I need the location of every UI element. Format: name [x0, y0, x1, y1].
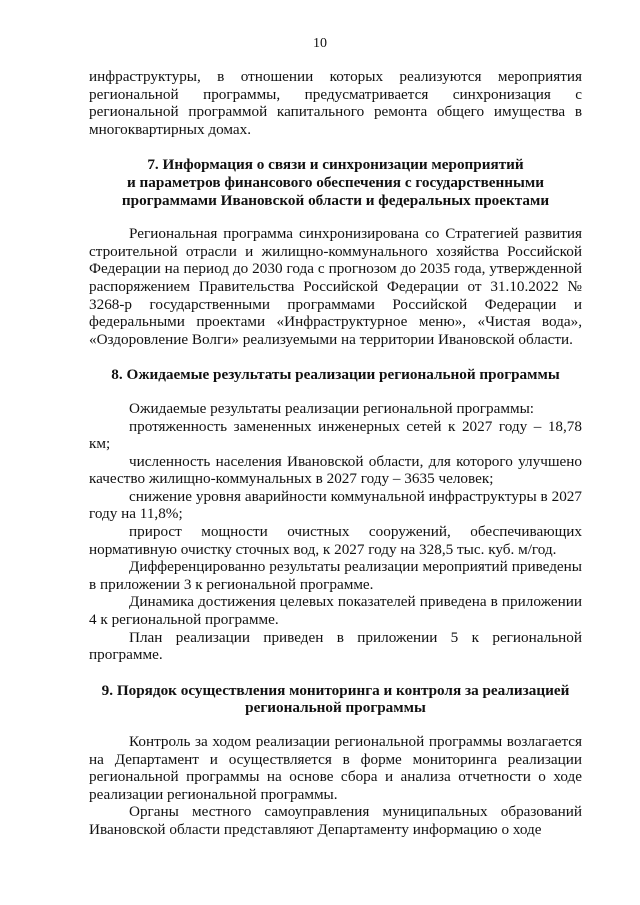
- section-7-heading: [89, 156, 582, 209]
- section-8-paragraph: Динамика достижения целевых показателей приведена в приложении 4 к региональной программе.: [89, 593, 582, 629]
- page-number: 10: [313, 36, 327, 51]
- section-7-paragraph: Региональная программа синхронизирована со Стратегией развития строительной отрасли и жилищно-коммунального хозяйства Российской Федерации на период до 2030 года с прогнозом до 2035 года, утвержденной распоряжением Правительства Российской Федерации от 31.10.2022 № 3268-р государственными программами Российской Федерации и федеральными проектами «Инфраструктурное меню», «Чистая вода», «Оздоровление Волги» реализуемыми на территории Ивановской области.: [89, 225, 582, 348]
- section-8-heading-line: 8. Ожидаемые результаты реализации региональной программы: [111, 366, 560, 384]
- intro-paragraph: инфраструктуры, в отношении которых реализуются мероприятия региональной программы, предусматривается синхронизация с региональной программой капитального ремонта общего имущества в многоквартирных домах.: [89, 68, 582, 138]
- section-8-paragraph: снижение уровня аварийности коммунальной инфраструктуры в 2027 году на 11,8%;: [89, 487, 582, 523]
- section-9-heading-line: 9. Порядок осуществления мониторинга и контроля за реализацией: [101, 681, 570, 699]
- section-8-paragraph: Ожидаемые результаты реализации региональной программы:: [129, 399, 534, 417]
- section-7-heading-line: 7. Информация о связи и синхронизации мероприятий: [147, 156, 524, 174]
- section-8-paragraph: План реализации приведен в приложении 5 к региональной программе.: [89, 628, 582, 664]
- page-body: [89, 68, 582, 839]
- section-8-paragraph: прирост мощности очистных сооружений, обеспечивающих нормативную очистку сточных вод, к 2027 году на 328,5 тыс. куб. м/год.: [89, 523, 582, 558]
- section-7-heading-line: программами Ивановской области и федеральных проектами: [121, 191, 550, 209]
- section-7-heading-line: и параметров финансового обеспечения с государственными: [127, 173, 544, 191]
- section-9-heading: [89, 682, 582, 717]
- section-8-paragraph: численность населения Ивановской области, для которого улучшено качество жилищно-коммунальных в 2027 году – 3635 человек;: [89, 452, 582, 488]
- section-8-paragraph: Дифференцированно результаты реализации мероприятий приведены в приложении 3 к региональной программе.: [89, 558, 582, 593]
- section-9-paragraph: Органы местного самоуправления муниципальных образований Ивановской области представляют Департаменту информацию о ходе: [89, 803, 582, 838]
- section-8-paragraph: протяженность замененных инженерных сетей к 2027 году – 18,78 км;: [89, 417, 582, 453]
- section-9-heading-line: региональной программы: [245, 699, 426, 717]
- section-8-heading: [89, 366, 582, 384]
- section-9-paragraph: Контроль за ходом реализации региональной программы возлагается на Департамент и осуществляется в форме мониторинга реализации региональной программы на основе сбора и анализа отчетности о ходе реализации региональной программы.: [89, 733, 582, 803]
